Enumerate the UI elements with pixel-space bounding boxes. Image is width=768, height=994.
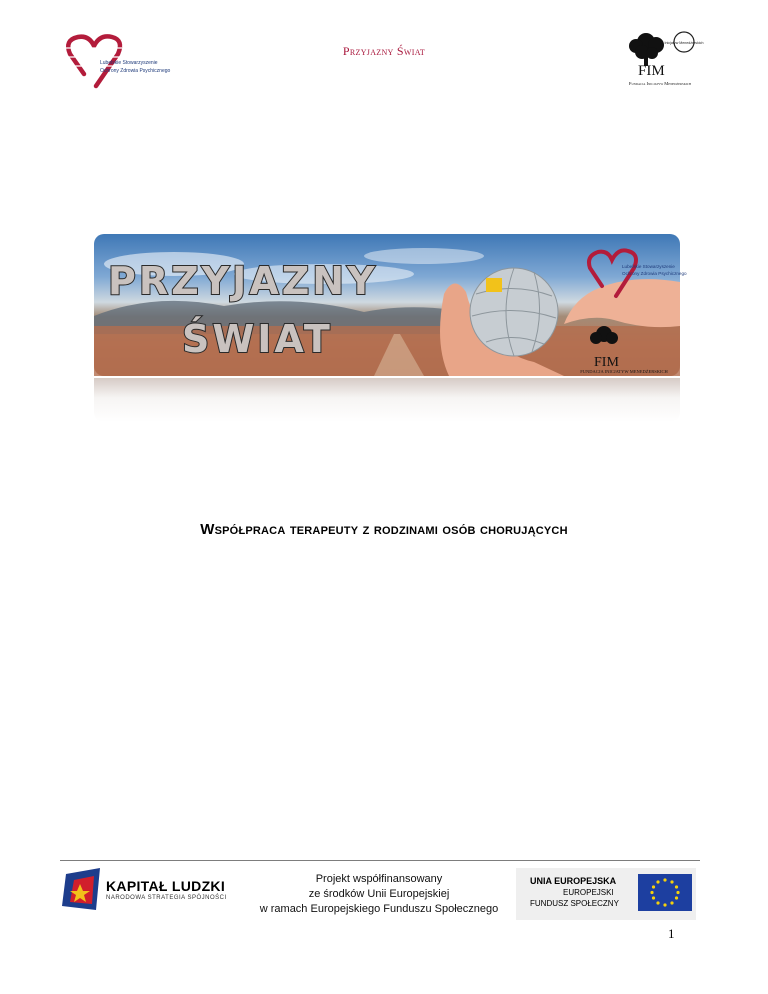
footer-divider [60,860,700,861]
puzzle-piece-icon [486,278,502,292]
fim-name: FIM [638,63,665,79]
logo-text-line2: Ochrony Zdrowia Psychicznego [100,68,171,74]
eu-fund-line1: EUROPEJSKI [563,888,614,897]
project-line-1: Projekt współfinansowany [315,873,443,885]
logo-text-line1: Lubelskie Stowarzyszenie [100,60,158,66]
eu-fund-line2: FUNDUSZ SPOŁECZNY [530,899,619,908]
kapital-ludzki-subtitle: NARODOWA STRATEGIA SPÓJNOŚCI [106,895,227,901]
banner-logo-text1: Lubelskie Stowarzyszenie [622,264,675,269]
banner-title-line2: ŚWIAT [182,317,333,361]
banner-image [94,234,687,376]
banner-reflection [94,378,680,422]
fim-caption: Fundacja Inicjatyw Menedżerskich [628,81,692,86]
eu-flag-icon [638,874,692,911]
project-line-3: w ramach Europejskiego Funduszu Społecznego [259,903,499,915]
document-title-text: Współpraca terapeuty z rodzinami osób chorujących [200,521,568,538]
project-funding-note [226,872,532,917]
banner-fim-name: FIM [594,355,619,370]
eu-name: UNIA EUROPEJSKA [530,876,617,886]
banner-logo-text2: Ochrony Zdrowia Psychicznego [622,271,687,276]
fim-logo [600,28,720,90]
header-title: Przyjazny Świat [342,44,426,58]
stamp-text: Inicjatyw Menedżerskich [664,41,704,45]
project-line-2: ze środków Unii Europejskiej [308,888,450,900]
lsoz-heart-logo [62,30,171,90]
kapital-ludzki-name: KAPITAŁ LUDZKI [106,878,226,894]
page-number: 1 [668,926,675,941]
banner-title-line1: PRZYJAZNY [108,259,378,303]
document-title [0,521,768,538]
banner-fim-caption: FUNDACJA INICJATYW MENEDŻERSKICH [580,369,668,374]
